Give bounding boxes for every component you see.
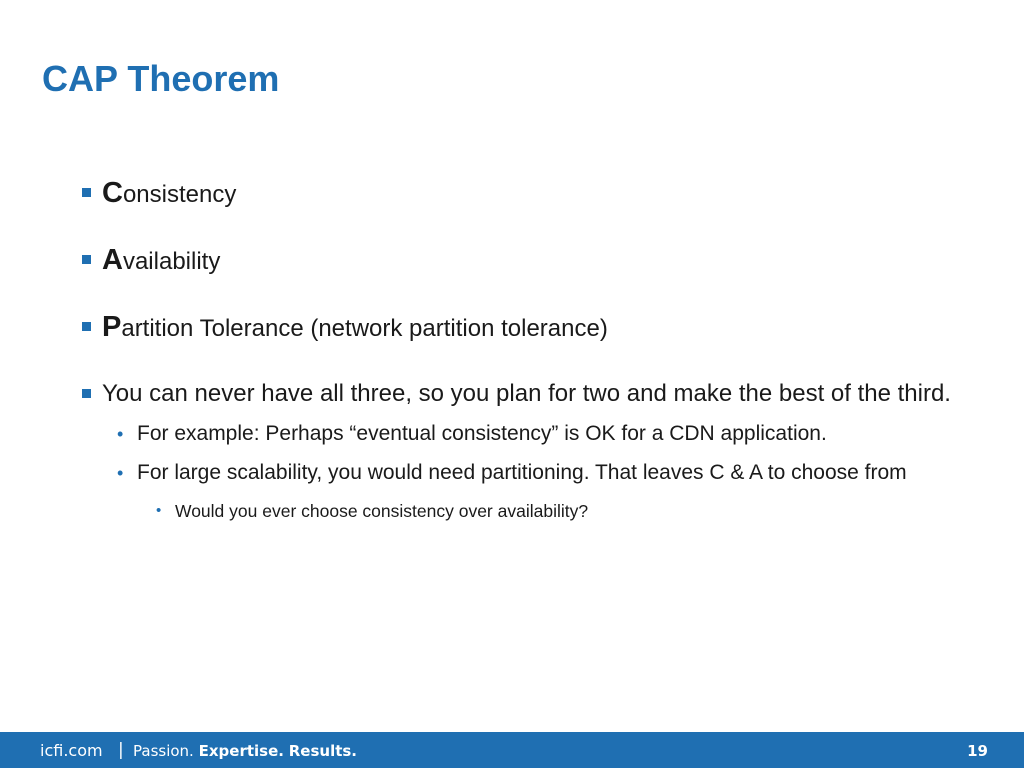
footer-tagline bbox=[133, 742, 357, 760]
bullet-consistency bbox=[80, 176, 960, 212]
footer-separator: | bbox=[118, 740, 124, 760]
sub-sub-bullet-question bbox=[80, 498, 960, 524]
bullet-rest: artition Tolerance (network partition tolerance) bbox=[121, 315, 608, 342]
tagline-results: Results. bbox=[288, 742, 358, 760]
footer-site-link[interactable]: icfi.com bbox=[40, 741, 103, 760]
bullet-initial: A bbox=[102, 244, 123, 276]
dot-bullet-icon: • bbox=[117, 424, 124, 444]
square-bullet-icon bbox=[82, 188, 91, 197]
dot-bullet-icon: • bbox=[156, 502, 162, 519]
bullet-rest: vailability bbox=[122, 248, 221, 275]
sub-bullet-example bbox=[80, 420, 960, 448]
tagline-passion: Passion. bbox=[133, 742, 194, 760]
sub-bullet-scalability bbox=[80, 459, 960, 487]
bullet-rest: onsistency bbox=[122, 181, 237, 208]
footer-bar bbox=[0, 732, 1024, 768]
bullet-initial: P bbox=[102, 311, 122, 343]
slide-title: CAP Theorem bbox=[42, 58, 280, 99]
slide-content bbox=[80, 176, 960, 524]
sub-sub-bullet-text: Would you ever choose consistency over availability? bbox=[175, 501, 589, 521]
bullet-initial: C bbox=[102, 177, 123, 209]
square-bullet-icon bbox=[82, 322, 91, 331]
bullet-availability bbox=[80, 243, 960, 279]
square-bullet-icon bbox=[82, 255, 91, 264]
sub-bullet-text: For example: Perhaps “eventual consistency” is OK for a CDN application. bbox=[137, 422, 827, 445]
sub-bullet-text: For large scalability, you would need partitioning. That leaves C & A to choose from bbox=[137, 461, 907, 484]
square-bullet-icon bbox=[82, 389, 91, 398]
dot-bullet-icon: • bbox=[117, 463, 124, 483]
tagline-expertise: Expertise. bbox=[198, 742, 284, 760]
main-point-text: You can never have all three, so you plan for two and make the best of the third. bbox=[102, 380, 951, 407]
bullet-main-point bbox=[80, 377, 960, 411]
page-number: 19 bbox=[967, 742, 988, 760]
bullet-partition-tolerance bbox=[80, 310, 960, 346]
